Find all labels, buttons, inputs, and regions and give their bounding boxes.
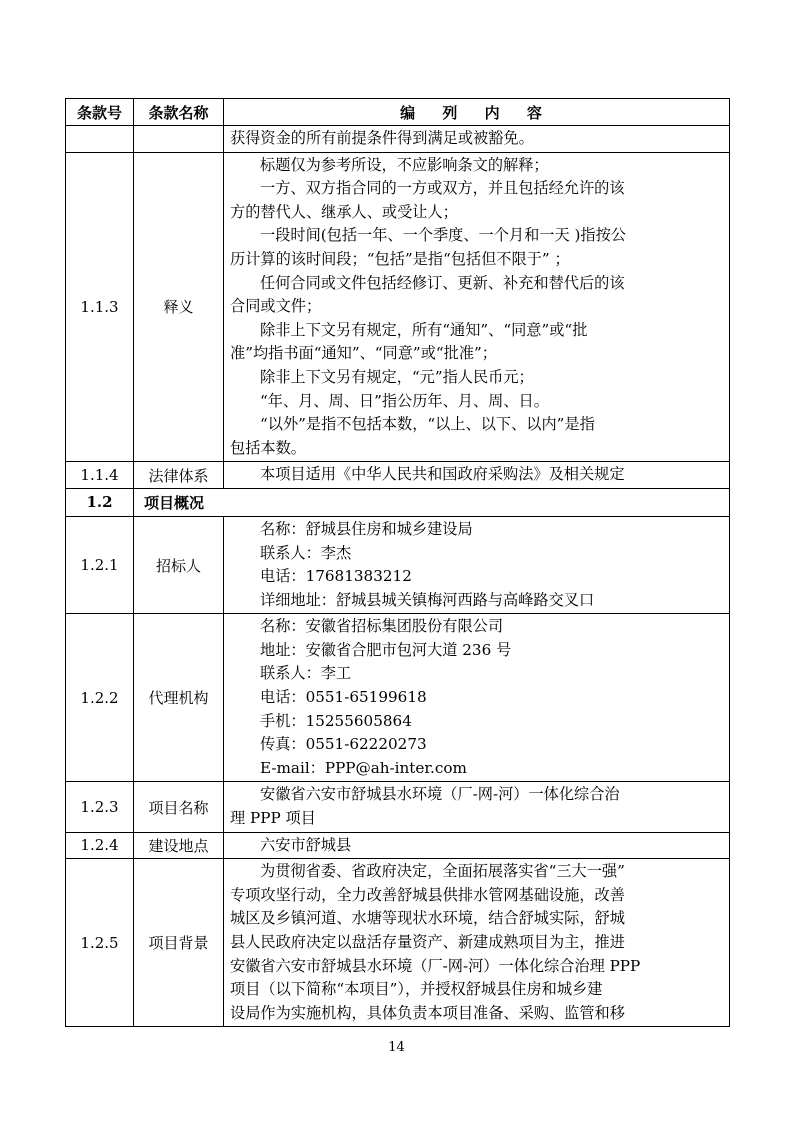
table-row: [66, 614, 730, 782]
content-line: 设局作为实施机构，具体负责本项目准备、采购、监管和移: [230, 1003, 625, 1022]
clause-number: 1.1.3: [66, 152, 134, 462]
content-line: 联系人：李杰: [260, 543, 352, 562]
content-line: 除非上下文另有规定，“元”指人民币元；: [260, 367, 534, 386]
content-line: 一方、双方指合同的一方或双方，并且包括经允许的该: [260, 179, 625, 198]
clause-number: 1.2: [66, 488, 134, 516]
table-row: [66, 782, 730, 832]
clause-number: 1.2.2: [66, 614, 134, 782]
table-row: [66, 516, 730, 613]
clause-content: [224, 152, 730, 462]
clause-number: 1.2.3: [66, 782, 134, 832]
header-clause-name: 条款名称: [134, 99, 224, 126]
clause-name: [134, 126, 224, 153]
section-row: [66, 488, 730, 516]
content-line: 标题仅为参考所设，不应影响条文的解释；: [260, 155, 549, 174]
page-number: 14: [388, 1040, 405, 1055]
clause-number: 1.1.4: [66, 462, 134, 489]
content-line: 获得资金的所有前提条件得到满足或被豁免。: [230, 129, 534, 147]
clause-content: [224, 126, 730, 153]
clause-content: [224, 859, 730, 1027]
table-row: [66, 152, 730, 462]
table-row: [66, 126, 730, 153]
content-line: E-mail：PPP@ah-inter.com: [260, 758, 467, 777]
table-header-row: [66, 99, 730, 126]
clause-number: 1.2.1: [66, 516, 134, 613]
content-line: 包括本数。: [230, 438, 306, 457]
clause-name: 代理机构: [134, 614, 224, 782]
content-line: 安徽省六安市舒城县水环境（厂-网-河）一体化综合治: [260, 785, 620, 804]
content-line: 联系人：李工: [260, 664, 352, 683]
clause-name: 项目背景: [134, 859, 224, 1027]
content-line: 电话：17681383212: [260, 567, 412, 586]
content-line: 任何合同或文件包括经修订、更新、补充和替代后的该: [260, 273, 625, 292]
header-content: 编 列 内 容: [224, 99, 730, 126]
content-line: 地址：安徽省合肥市包河大道 236 号: [260, 640, 512, 659]
content-line: 传真：0551-62220273: [260, 735, 427, 754]
table-row: [66, 462, 730, 489]
content-line: 本项目适用《中华人民共和国政府采购法》及相关规定: [260, 465, 625, 484]
clause-name: 释义: [134, 152, 224, 462]
clause-table: [65, 98, 730, 1027]
content-line: 方的替代人、继承人、或受让人；: [230, 202, 458, 221]
content-line: 为贯彻省委、省政府决定，全面拓展落实省“三大一强”: [260, 862, 625, 881]
content-line: 专项攻坚行动，全力改善舒城县供排水管网基础设施，改善: [230, 885, 625, 904]
content-line: 理 PPP 项目: [230, 809, 316, 828]
content-line: 县人民政府决定以盘活存量资产、新建成熟项目为主，推进: [230, 933, 625, 951]
clause-content: [224, 516, 730, 613]
content-line: 一段时间(包括一年、一个季度、一个月和一天 )指按公: [260, 226, 626, 245]
clause-number: [66, 126, 134, 153]
clause-name: 招标人: [134, 516, 224, 613]
table-row: [66, 832, 730, 859]
content-line: 历计算的该时间段；“包括”是指“包括但不限于” ；: [230, 249, 570, 268]
content-line: 电话：0551-65199618: [260, 688, 427, 707]
content-line: 六安市舒城县: [260, 835, 352, 854]
content-line: 手机：15255605864: [260, 711, 412, 730]
content-line: “以外”是指不包括本数，“以上、以下、以内”是指: [260, 415, 595, 434]
clause-content: [224, 614, 730, 782]
content-line: 详细地址：舒城县城关镇梅河西路与高峰路交叉口: [260, 590, 595, 609]
content-line: 准”均指书面“通知”、“同意”或“批准”；: [230, 344, 497, 363]
content-line: 安徽省六安市舒城县水环境（厂-网-河）一体化综合治理 PPP: [230, 956, 641, 975]
clause-name: 项目概况: [134, 488, 730, 516]
content-line: 城区及乡镇河道、水塘等现状水环境，结合舒城实际，舒城: [230, 909, 625, 928]
content-line: 名称：安徽省招标集团股份有限公司: [260, 617, 503, 636]
clause-content: [224, 832, 730, 859]
clause-content: [224, 782, 730, 832]
clause-number: 1.2.5: [66, 859, 134, 1027]
clause-name: 法律体系: [134, 462, 224, 489]
content-line: 除非上下文另有规定，所有“通知”、“同意”或“批: [260, 320, 588, 339]
clause-name: 建设地点: [134, 832, 224, 859]
clause-number: 1.2.4: [66, 832, 134, 859]
table-row: [66, 859, 730, 1027]
content-line: 项目（以下简称“本项目”），并授权舒城县住房和城乡建: [230, 980, 603, 999]
clause-name: 项目名称: [134, 782, 224, 832]
clause-content: [224, 462, 730, 489]
content-line: 合同或文件；: [230, 297, 322, 316]
content-line: “年、月、周、日”指公历年、月、周、日。: [260, 391, 549, 410]
header-clause-number: 条款号: [66, 99, 134, 126]
content-line: 名称：舒城县住房和城乡建设局: [260, 519, 473, 538]
